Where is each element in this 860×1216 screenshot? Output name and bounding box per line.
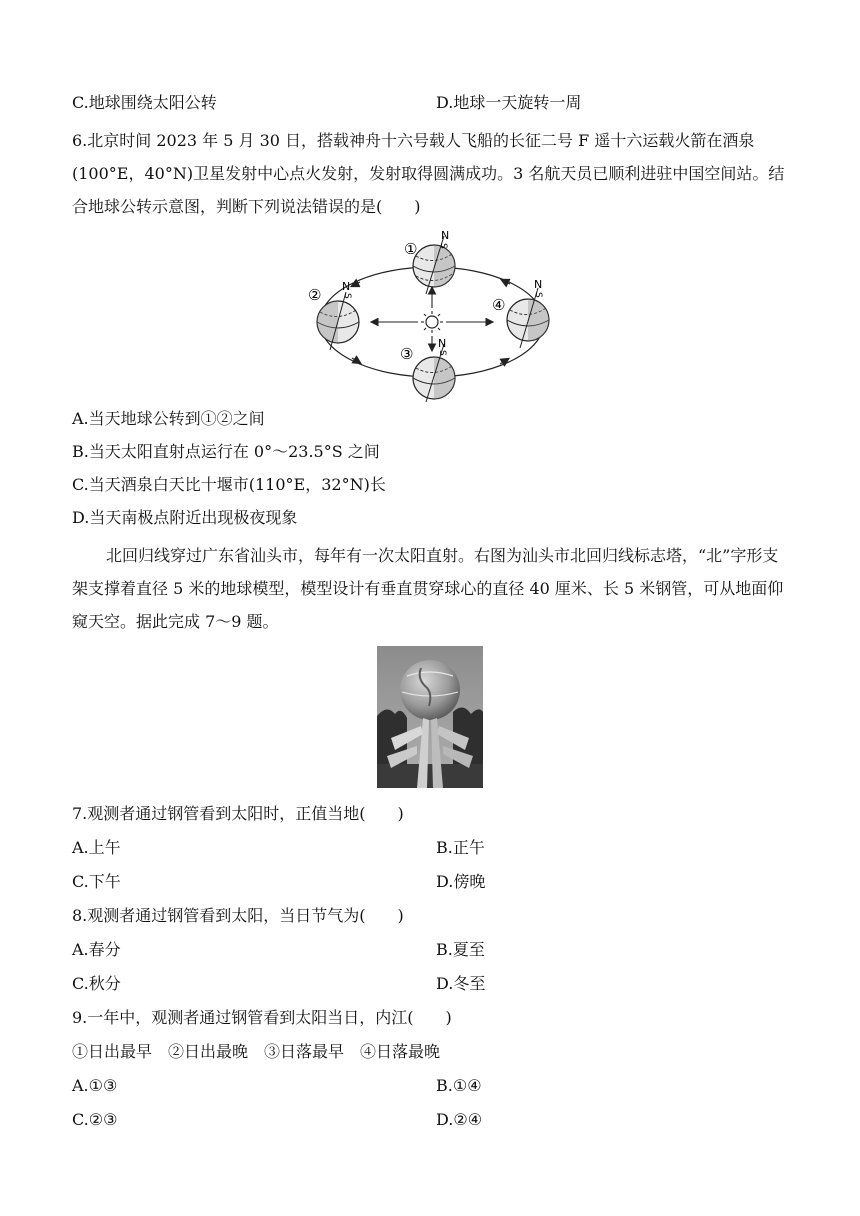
earth-revolution-diagram bbox=[300, 226, 560, 404]
q7-option-a: A.上午 bbox=[72, 838, 121, 857]
q6-option-d: D.当天南极点附近出现极夜现象 bbox=[72, 508, 298, 527]
q9-option-c: C.②③ bbox=[72, 1110, 118, 1129]
pole-s-2: S bbox=[342, 293, 352, 299]
intro-paragraph-7-9: 北回归线穿过广东省汕头市，每年有一次太阳直射。右图为汕头市北回归线标志塔，“北”字形支架支撑着直径 5 米的地球模型，模型设计有垂直贯穿球心的直径 40 厘米、长 5 米钢管，可从地面仰窥天空。据此完成 7～9 题。 bbox=[72, 546, 784, 631]
q9-option-d: D.②④ bbox=[436, 1110, 483, 1129]
q7-stem: 7.观测者通过钢管看到太阳时，正值当地( ) bbox=[72, 804, 404, 823]
pole-n-4: N bbox=[534, 278, 543, 291]
earth-position-2 bbox=[317, 292, 359, 350]
q7-option-c: C.下午 bbox=[72, 872, 121, 891]
q8-stem: 8.观测者通过钢管看到太阳，当日节气为( ) bbox=[72, 906, 404, 925]
pole-n-1: N bbox=[441, 229, 450, 242]
q9-choices: ①日出最早 ②日出最晚 ③日落最早 ④日落最晚 bbox=[72, 1042, 441, 1061]
sun-icon bbox=[421, 311, 443, 333]
q7-option-d: D.傍晚 bbox=[436, 872, 486, 891]
label-position-4: ④ bbox=[492, 296, 506, 314]
q6-option-c: C.当天酒泉白天比十堰市(110°E，32°N)长 bbox=[72, 475, 386, 494]
q8-option-a: A.春分 bbox=[72, 940, 121, 959]
q8-option-b: B.夏至 bbox=[436, 940, 485, 959]
q9-option-b: B.①④ bbox=[436, 1076, 482, 1095]
q9-stem: 9.一年中，观测者通过钢管看到太阳当日，内江( ) bbox=[72, 1008, 452, 1027]
earth-position-3 bbox=[413, 344, 455, 402]
q8-option-c: C.秋分 bbox=[72, 974, 121, 993]
q5-option-c: C.地球围绕太阳公转 bbox=[72, 93, 217, 112]
q6-option-a: A.当天地球公转到①②之间 bbox=[72, 409, 265, 428]
pole-n-2: N bbox=[342, 280, 351, 293]
label-position-1: ① bbox=[404, 240, 418, 258]
pole-s-4: S bbox=[533, 292, 543, 298]
pole-s-1: S bbox=[438, 243, 448, 249]
q7-option-b: B.正午 bbox=[436, 838, 485, 857]
q9-option-a: A.①③ bbox=[72, 1076, 118, 1095]
label-position-2: ② bbox=[308, 286, 322, 304]
q5-option-d: D.地球一天旋转一周 bbox=[436, 93, 582, 112]
q6-option-b: B.当天太阳直射点运行在 0°～23.5°S 之间 bbox=[72, 442, 380, 461]
q8-option-d: D.冬至 bbox=[436, 974, 486, 993]
pole-s-3: S bbox=[437, 350, 447, 356]
label-position-3: ③ bbox=[400, 345, 414, 363]
pole-n-3: N bbox=[438, 337, 447, 350]
tropic-monument-photo bbox=[377, 646, 483, 788]
q6-stem: 6.北京时间 2023 年 5 月 30 日，搭载神舟十六号载人飞船的长征二号 F 遥十六运载火箭在酒泉(100°E，40°N)卫星发射中心点火发射，发射取得圆满成功。3 名航天员已顺利进驻中国空间站。结合地球公转示意图，判断下列说法错误的是( ) bbox=[72, 131, 785, 216]
